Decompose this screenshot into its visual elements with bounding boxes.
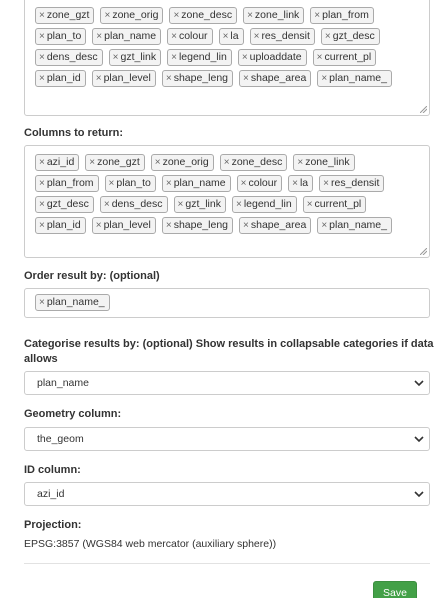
tag-label: shape_leng xyxy=(173,219,229,232)
tag-chip[interactable] xyxy=(232,196,297,213)
save-button[interactable]: Save xyxy=(373,581,417,598)
tag-chip[interactable] xyxy=(35,7,94,24)
tag-chip[interactable] xyxy=(169,7,237,24)
remove-tag-icon[interactable]: × xyxy=(39,72,45,84)
tag-label: plan_level xyxy=(103,219,151,232)
categorise-label-line2: allows xyxy=(24,353,58,365)
remove-tag-icon[interactable]: × xyxy=(39,219,45,231)
id-column-select[interactable] xyxy=(24,482,430,506)
remove-tag-icon[interactable]: × xyxy=(96,30,103,42)
remove-tag-icon[interactable]: × xyxy=(292,177,298,189)
remove-tag-icon[interactable]: × xyxy=(177,198,184,210)
tag-label: zone_orig xyxy=(162,156,209,169)
remove-tag-icon[interactable]: × xyxy=(39,30,45,42)
remove-tag-icon[interactable]: × xyxy=(314,9,321,21)
tag-label: plan_id xyxy=(46,219,81,232)
remove-tag-icon[interactable]: × xyxy=(103,198,110,210)
remove-tag-icon[interactable]: × xyxy=(321,72,328,84)
tag-chip[interactable] xyxy=(317,70,392,87)
tag-label: la xyxy=(230,30,239,43)
categorise-label-line1: Categorise results by: (optional) Show results in collapsable categories if data xyxy=(24,338,434,350)
tag-chip[interactable] xyxy=(317,217,392,234)
remove-tag-icon[interactable]: × xyxy=(95,219,102,231)
tag-label: gzt_desc xyxy=(46,198,89,211)
tag-chip[interactable] xyxy=(35,70,86,87)
remove-tag-icon[interactable]: × xyxy=(39,296,45,308)
tag-chip[interactable] xyxy=(167,28,212,45)
categorise-select[interactable] xyxy=(24,371,430,395)
tag-chip[interactable] xyxy=(85,154,144,171)
resize-handle-icon[interactable] xyxy=(420,248,427,255)
resize-handle-icon[interactable] xyxy=(420,106,427,113)
tag-chip[interactable] xyxy=(92,217,156,234)
remove-tag-icon[interactable]: × xyxy=(39,9,45,21)
tag-chip[interactable] xyxy=(219,28,244,45)
order-by-tags xyxy=(35,294,421,315)
remove-tag-icon[interactable]: × xyxy=(154,156,161,168)
tag-label: legend_lin xyxy=(243,198,292,211)
remove-tag-icon[interactable]: × xyxy=(108,177,115,189)
tag-label: plan_id xyxy=(46,72,81,85)
tag-chip[interactable] xyxy=(250,28,315,45)
query-columns-multiselect[interactable] xyxy=(24,0,430,116)
remove-tag-icon[interactable]: × xyxy=(235,198,242,210)
tag-label: zone_desc xyxy=(181,9,233,22)
remove-tag-icon[interactable]: × xyxy=(240,177,247,189)
remove-tag-icon[interactable]: × xyxy=(95,72,102,84)
tag-label: zone_gzt xyxy=(46,9,90,22)
tag-chip[interactable] xyxy=(105,175,156,192)
tag-chip[interactable] xyxy=(174,196,226,213)
tag-chip[interactable] xyxy=(237,175,282,192)
remove-tag-icon[interactable]: × xyxy=(171,30,177,42)
remove-tag-icon[interactable]: × xyxy=(39,177,45,189)
tag-chip[interactable] xyxy=(162,70,233,87)
tag-chip[interactable] xyxy=(319,175,384,192)
categorise-select-value: plan_name xyxy=(37,377,89,389)
tag-chip[interactable] xyxy=(92,28,161,45)
query-columns-tags xyxy=(35,7,421,91)
tag-label: plan_name_ xyxy=(46,296,105,309)
remove-tag-icon[interactable]: × xyxy=(39,51,45,63)
remove-tag-icon[interactable]: × xyxy=(39,198,45,210)
remove-tag-icon[interactable]: × xyxy=(223,156,230,168)
chevron-down-icon xyxy=(414,490,424,498)
geometry-column-label: Geometry column: xyxy=(24,408,122,420)
remove-tag-icon[interactable]: × xyxy=(89,156,96,168)
tag-chip[interactable] xyxy=(321,28,380,45)
columns-to-return-tags xyxy=(35,154,421,238)
tag-label: plan_name_ xyxy=(329,72,387,85)
tag-chip[interactable] xyxy=(239,70,311,87)
tag-chip[interactable] xyxy=(35,175,99,192)
tag-chip[interactable] xyxy=(35,28,86,45)
columns-to-return-multiselect[interactable] xyxy=(24,145,430,258)
remove-tag-icon[interactable]: × xyxy=(173,9,180,21)
tag-chip[interactable] xyxy=(100,7,163,24)
tag-chip[interactable] xyxy=(35,49,103,66)
order-by-label: Order result by: (optional) xyxy=(24,270,160,282)
tag-chip[interactable] xyxy=(293,154,354,171)
columns-to-return-label: Columns to return: xyxy=(24,127,123,139)
tag-label: zone_link xyxy=(254,9,300,22)
tag-label: zone_desc xyxy=(231,156,283,169)
tag-label: zone_orig xyxy=(112,9,159,22)
tag-chip[interactable] xyxy=(162,217,233,234)
id-column-value: azi_id xyxy=(37,488,65,500)
tag-label: plan_from xyxy=(46,177,94,190)
order-by-multiselect[interactable] xyxy=(24,288,430,318)
tag-chip[interactable] xyxy=(288,175,313,192)
tag-label: res_densit xyxy=(261,30,310,43)
tag-label: colour xyxy=(248,177,278,190)
tag-label: zone_link xyxy=(305,156,350,169)
tag-label: shape_area xyxy=(250,219,307,232)
remove-tag-icon[interactable]: × xyxy=(243,72,249,84)
tag-label: current_pl xyxy=(314,198,362,211)
tag-label: plan_name xyxy=(173,177,226,190)
tag-chip[interactable] xyxy=(167,49,232,66)
tag-chip[interactable] xyxy=(35,154,79,171)
tag-label: la xyxy=(299,177,309,190)
remove-tag-icon[interactable]: × xyxy=(324,30,331,42)
tag-chip[interactable] xyxy=(220,154,288,171)
remove-tag-icon[interactable]: × xyxy=(39,156,45,168)
remove-tag-icon[interactable]: × xyxy=(306,198,313,210)
id-column-label: ID column: xyxy=(24,464,81,476)
tag-label: plan_level xyxy=(103,72,151,85)
geometry-column-select[interactable] xyxy=(24,427,430,451)
tag-chip[interactable] xyxy=(35,294,110,311)
divider xyxy=(24,563,430,564)
tag-label: plan_from xyxy=(322,9,369,22)
remove-tag-icon[interactable]: × xyxy=(165,72,172,84)
remove-tag-icon[interactable]: × xyxy=(165,177,172,189)
remove-tag-icon[interactable]: × xyxy=(247,9,253,21)
tag-label: shape_leng xyxy=(173,72,229,85)
tag-label: dens_desc xyxy=(46,51,98,64)
tag-label: colour xyxy=(178,30,208,43)
remove-tag-icon[interactable]: × xyxy=(243,219,249,231)
tag-chip[interactable] xyxy=(313,49,377,66)
tag-label: uploaddate xyxy=(249,51,302,64)
tag-chip[interactable] xyxy=(243,7,304,24)
tag-chip[interactable] xyxy=(109,49,161,66)
chevron-down-icon xyxy=(414,435,424,443)
tag-chip[interactable] xyxy=(100,196,168,213)
projection-value: EPSG:3857 (WGS84 web mercator (auxiliary sphere)) xyxy=(24,538,277,550)
geometry-column-value: the_geom xyxy=(37,433,84,445)
tag-chip[interactable] xyxy=(151,154,214,171)
remove-tag-icon[interactable]: × xyxy=(323,177,329,189)
tag-chip[interactable] xyxy=(35,217,86,234)
tag-chip[interactable] xyxy=(162,175,231,192)
tag-label: plan_to xyxy=(116,177,151,190)
remove-tag-icon[interactable]: × xyxy=(171,51,177,63)
tag-chip[interactable] xyxy=(35,196,94,213)
tag-label: zone_gzt xyxy=(97,156,140,169)
tag-chip[interactable] xyxy=(310,7,374,24)
remove-tag-icon[interactable]: × xyxy=(222,30,229,42)
remove-tag-icon[interactable]: × xyxy=(253,30,260,42)
tag-label: current_pl xyxy=(324,51,372,64)
chevron-down-icon xyxy=(414,379,424,387)
tag-label: res_densit xyxy=(330,177,380,190)
remove-tag-icon[interactable]: × xyxy=(321,219,328,231)
tag-label: gzt_desc xyxy=(332,30,375,43)
tag-label: plan_name xyxy=(104,30,157,43)
remove-tag-icon[interactable]: × xyxy=(297,156,304,168)
tag-label: plan_to xyxy=(46,30,82,43)
tag-label: gzt_link xyxy=(185,198,221,211)
remove-tag-icon[interactable]: × xyxy=(241,51,248,63)
tag-chip[interactable] xyxy=(303,196,367,213)
tag-label: azi_id xyxy=(46,156,75,169)
remove-tag-icon[interactable]: × xyxy=(112,51,119,63)
tag-label: gzt_link xyxy=(120,51,157,64)
tag-label: legend_lin xyxy=(178,51,227,64)
tag-label: plan_name_ xyxy=(329,219,387,232)
tag-chip[interactable] xyxy=(239,217,311,234)
projection-label: Projection: xyxy=(24,519,82,531)
remove-tag-icon[interactable]: × xyxy=(104,9,111,21)
remove-tag-icon[interactable]: × xyxy=(316,51,323,63)
tag-chip[interactable] xyxy=(238,49,307,66)
tag-chip[interactable] xyxy=(92,70,156,87)
tag-label: dens_desc xyxy=(111,198,163,211)
remove-tag-icon[interactable]: × xyxy=(165,219,172,231)
tag-label: shape_area xyxy=(250,72,307,85)
